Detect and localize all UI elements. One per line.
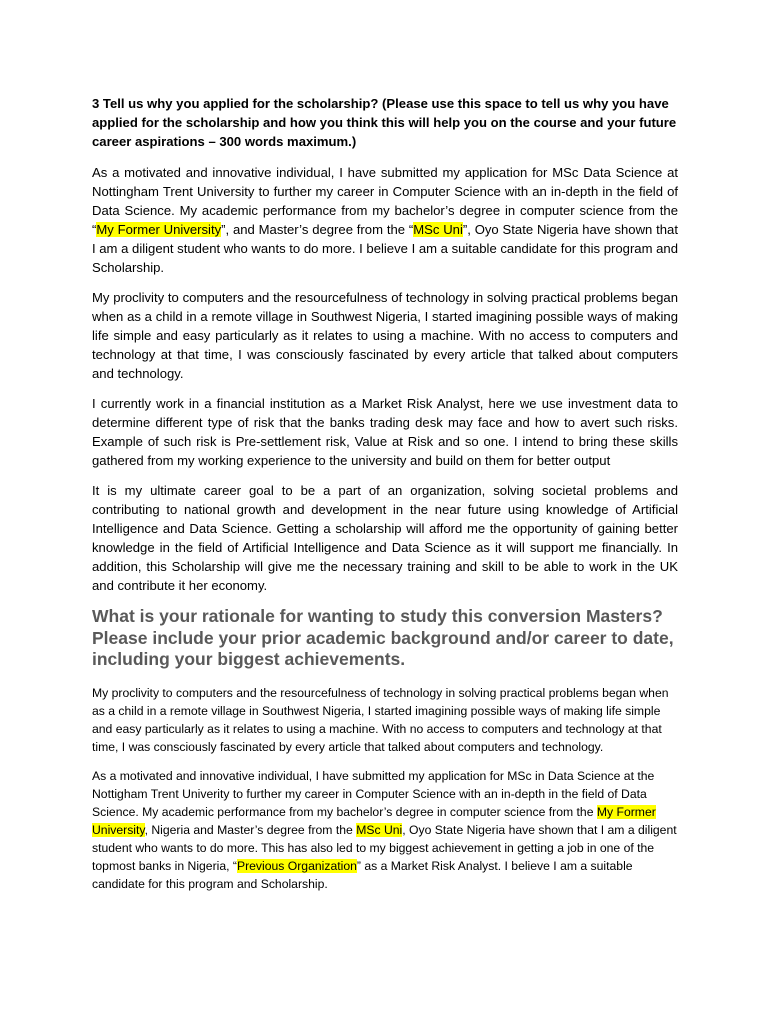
answer-1-paragraph-2: My proclivity to computers and the resourcefulness of technology in solving practical problems began when as a child in a remote village in Southwest Nigeria, I started imagining possible ways of making life simple and easy particularly as it relates to using a machine. With no access to computers and technology at that time, I was consciously fascinated by every article that talked about computers and technology. — [92, 290, 678, 381]
text-run: ”, and Master’s degree from the “ — [221, 222, 414, 237]
highlight-msc-uni: MSc Uni — [356, 822, 403, 837]
answer-2-paragraph-2 — [92, 767, 678, 893]
text-run: , Nigeria and Master’s degree from the — [144, 822, 357, 837]
question-2-heading: What is your rationale for wanting to study this conversion Masters? Please include your prior academic background and/or career to date, including your biggest achievements. — [92, 606, 674, 669]
text-run: As a motivated and innovative individual, I have submitted my application for MSc in Data Science at the Nottigham Trent Univerity to further my career in Computer Science with an in-depth in the field of Data Science. My academic performance from my bachelor’s degree in computer science from the — [92, 768, 655, 819]
answer-1-paragraph-3: I currently work in a financial institution as a Market Risk Analyst, here we use investment data to determine different type of risk that the banks trading desk may face and how to avert such risks. Example of such risk is Pre-settlement risk, Value at Risk and so one. I intend to bring these skills gathered from my working experience to the university and build on them for better output — [92, 396, 678, 468]
highlight-former-university: My Former University — [96, 222, 222, 237]
text-run: ” as a Market Risk Analyst. I believe I am a suitable candidate for this program and Scholarship. — [92, 858, 633, 891]
highlight-previous-organization: Previous Organization — [236, 858, 357, 873]
highlight-msc-uni: MSc Uni — [413, 222, 463, 237]
text-run: As a motivated and innovative individual, I have submitted my application for MSc Data Science at Nottingham Trent University to further my career in Computer Science with an in-depth in the field of Data Science. My academic performance from my bachelor’s degree in computer science from the “ — [92, 165, 678, 237]
answer-1-paragraph-4: It is my ultimate career goal to be a part of an organization, solving societal problems and contributing to national growth and development in the near future using knowledge of Artificial Intelligence and Data Science. Getting a scholarship will afford me the opportunity of gaining better knowledge in the field of Artificial Intelligence and Data Science as it will support me financially. In addition, this Scholarship will give me the necessary training and skill to be able to work in the UK and contribute it her economy. — [92, 483, 678, 593]
question-1-heading: 3 Tell us why you applied for the scholarship? (Please use this space to tell us why you have applied for the scholarship and how you think this will help you on the course and your future career aspirations – 300 words maximum.) — [92, 96, 677, 149]
answer-1-paragraph-1 — [92, 163, 678, 277]
highlight-former-university: My Former University — [92, 804, 656, 837]
text-run: , Oyo State Nigeria have shown that I am a diligent student who wants to do more. This has also led to my biggest achievement in getting a job in one of the topmost banks in Nigeria, “ — [92, 822, 677, 873]
text-run: ”, Oyo State Nigeria have shown that I am a diligent student who wants to do more. I believe I am a suitable candidate for this program and Scholarship. — [92, 222, 678, 275]
answer-2-paragraph-1: My proclivity to computers and the resourcefulness of technology in solving practical problems began when as a child in a remote village in Southwest Nigeria, I started imagining possible ways of making life simple and easy particularly as it relates to using a machine. With no access to computers and technology at that time, I was consciously fascinated by every article that talked about computers and technology. — [92, 685, 669, 754]
